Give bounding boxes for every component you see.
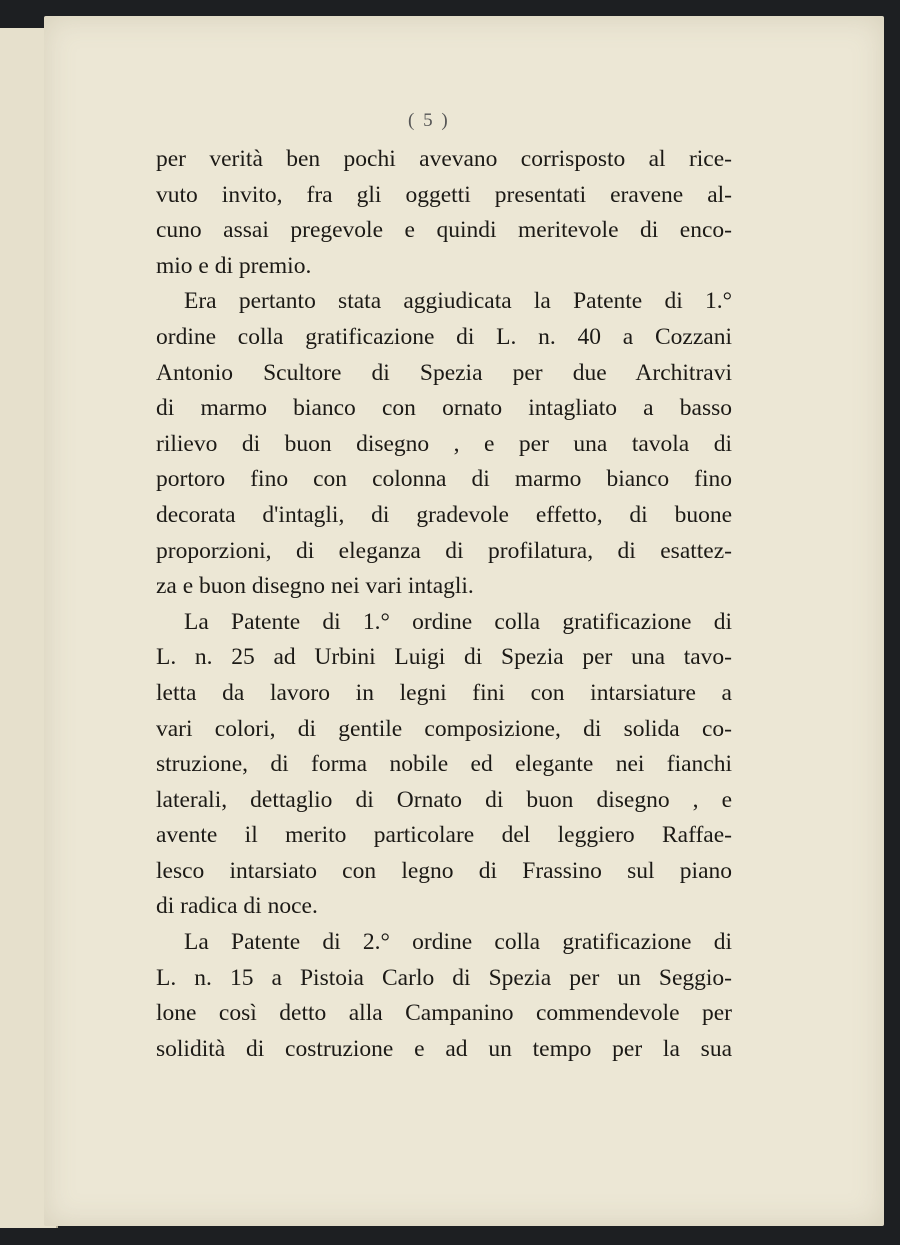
text-line: portoro fino con colonna di marmo bianco fino <box>156 466 732 493</box>
text-line: La Patente di 1.° ordine colla gratificazione di <box>184 608 732 635</box>
text-line: laterali, dettaglio di Ornato di buon disegno , e <box>156 786 732 813</box>
text-line: lesco intarsiato con legno di Frassino sul piano <box>156 857 732 884</box>
text-line: L. n. 15 a Pistoia Carlo di Spezia per un Seggio- <box>156 964 732 991</box>
text-line: Antonio Scultore di Spezia per due Architravi <box>156 359 732 386</box>
text-line: proporzioni, di eleganza di profilatura, di esattez- <box>156 537 732 564</box>
text-line: vuto invito, fra gli oggetti presentati eravene al- <box>156 181 732 208</box>
text-line: za e buon disegno nei vari intagli. <box>156 573 474 600</box>
text-line: solidità di costruzione e ad un tempo per la sua <box>156 1035 732 1062</box>
text-line: lone così detto alla Campanino commendevole per <box>156 1000 732 1027</box>
text-line: vari colori, di gentile composizione, di solida co- <box>156 715 732 742</box>
page-number: ( 5 ) <box>408 110 450 131</box>
text-line: mio e di premio. <box>156 252 312 279</box>
text-line: La Patente di 2.° ordine colla gratificazione di <box>184 929 732 956</box>
text-line: struzione, di forma nobile ed elegante nei fianchi <box>156 751 732 778</box>
text-line: L. n. 25 ad Urbini Luigi di Spezia per una tavo- <box>156 644 732 671</box>
text-line: di radica di noce. <box>156 893 318 920</box>
text-line: letta da lavoro in legni fini con intarsiature a <box>156 679 732 706</box>
body-text <box>156 142 732 1067</box>
text-line: rilievo di buon disegno , e per una tavola di <box>156 430 732 457</box>
text-line: di marmo bianco con ornato intagliato a basso <box>156 395 732 422</box>
text-line: ordine colla gratificazione di L. n. 40 a Cozzani <box>156 323 732 350</box>
text-line: per verità ben pochi avevano corrisposto al rice- <box>156 146 732 172</box>
text-line: cuno assai pregevole e quindi meritevole di enco- <box>156 217 732 244</box>
text-line: decorata d'intagli, di gradevole effetto, di buone <box>156 501 732 528</box>
text-line: Era pertanto stata aggiudicata la Patente di 1.° <box>184 288 732 315</box>
text-line: avente il merito particolare del leggiero Raffae- <box>156 822 732 849</box>
